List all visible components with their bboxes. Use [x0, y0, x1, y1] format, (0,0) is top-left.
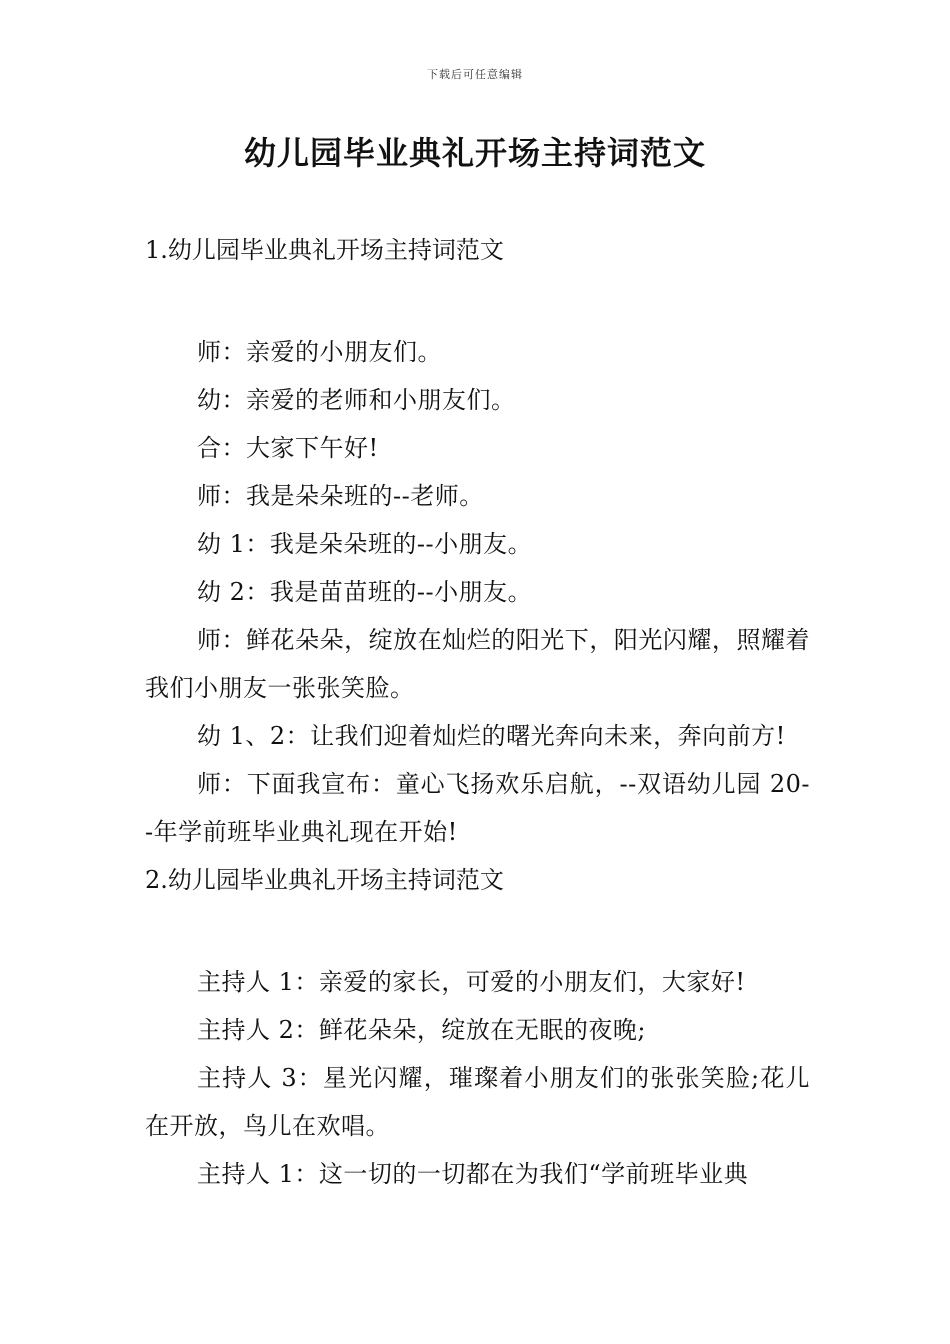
- section-heading: 2.幼儿园毕业典礼开场主持词范文: [145, 866, 504, 894]
- dialogue-line: 幼 2：我是苗苗班的--小朋友。: [197, 578, 533, 606]
- section-1: [145, 226, 810, 856]
- dialogue-line: 师：鲜花朵朵，绽放在灿烂的阳光下，阳光闪耀，照耀着我们小朋友一张张笑脸。: [145, 626, 810, 702]
- dialogue-line: 师：亲爱的小朋友们。: [197, 338, 442, 366]
- dialogue-line: 幼 1、2：让我们迎着灿烂的曙光奔向未来，奔向前方!: [197, 722, 786, 750]
- section-spacer: [145, 904, 810, 958]
- dialogue-line: 幼：亲爱的老师和小朋友们。: [197, 386, 516, 414]
- dialogue-line: 主持人 2：鲜花朵朵，绽放在无眠的夜晚;: [197, 1016, 646, 1044]
- dialogue-line: 师：我是朵朵班的--老师。: [197, 482, 484, 510]
- dialogue-line: 合：大家下午好!: [197, 434, 379, 462]
- section-heading: 1.幼儿园毕业典礼开场主持词范文: [145, 236, 504, 264]
- dialogue-line: 师：下面我宣布：童心飞扬欢乐启航，--双语幼儿园 20--年学前班毕业典礼现在开始!: [145, 770, 810, 846]
- dialogue-line: 主持人 1：亲爱的家长，可爱的小朋友们，大家好!: [197, 968, 746, 996]
- section-spacer: [145, 274, 810, 328]
- dialogue-line: 主持人 3：星光闪耀，璀璨着小朋友们的张张笑脸;花儿在开放，鸟儿在欢唱。: [145, 1064, 810, 1140]
- document-body: [145, 226, 810, 1198]
- page-title: 幼儿园毕业典礼开场主持词范文: [243, 134, 706, 172]
- header-note: 下载后可任意编辑: [427, 68, 523, 81]
- dialogue-line: 幼 1：我是朵朵班的--小朋友。: [197, 530, 533, 558]
- section-2: [145, 856, 810, 1198]
- dialogue-line: 主持人 1：这一切的一切都在为我们“学前班毕业典: [197, 1160, 749, 1188]
